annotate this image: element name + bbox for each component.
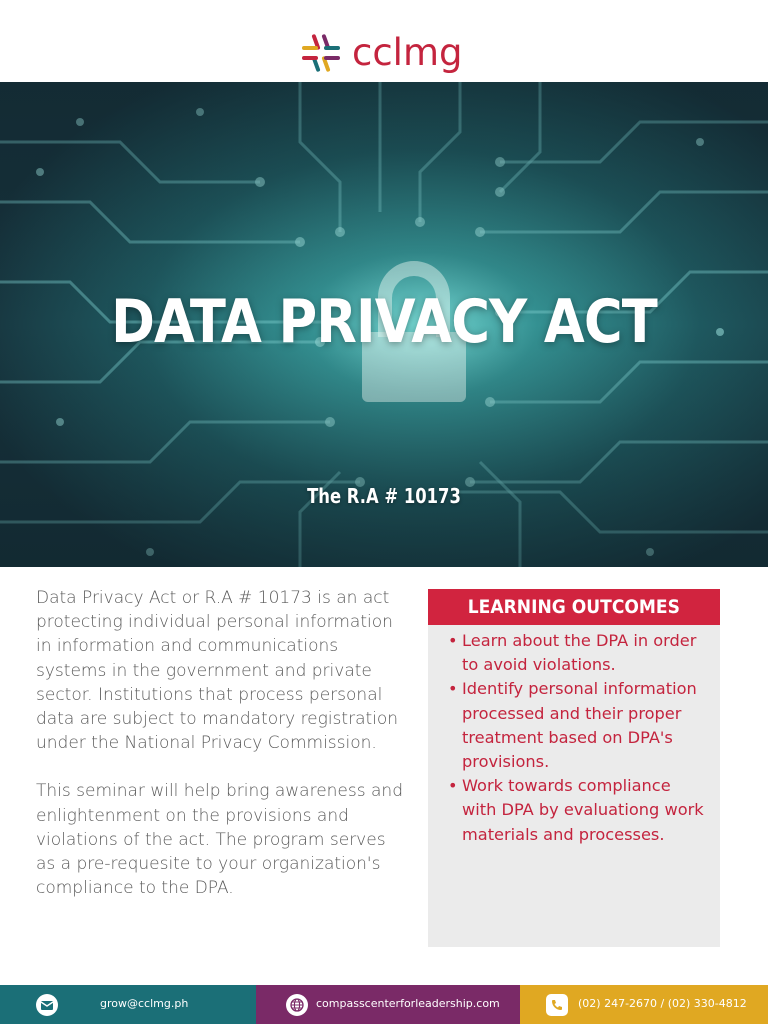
list-item: • Learn about the DPA in order to avoid violations.: [448, 631, 697, 675]
website-link[interactable]: compasscenterforleadership.com: [316, 997, 500, 1010]
learning-outcomes-box: [428, 589, 720, 947]
bullet-icon: •: [448, 679, 458, 699]
phone-link[interactable]: (02) 247-2670 / (02) 330-4812: [578, 997, 747, 1010]
header: [0, 0, 768, 82]
hero-subtitle: The R.A # 10173: [307, 484, 461, 508]
email-icon: [36, 994, 58, 1016]
brand-name: cclmg: [352, 31, 463, 74]
footer-phone-section: [520, 985, 768, 1024]
footer-email-section: [0, 985, 256, 1024]
description-paragraph: This seminar will help bring awareness and enlightenment on the provisions and violations of the act. The program serves as a pre-requesite to your organization's compliance to the DPA.: [36, 781, 403, 899]
outcomes-list: [428, 625, 720, 847]
phone-icon: [546, 994, 568, 1016]
bullet-icon: •: [448, 631, 458, 650]
list-item: • Work towards compliance with DPA by evaluationg work materials and processes.: [448, 776, 704, 844]
brand-logo[interactable]: [300, 32, 463, 74]
footer-website-section: [256, 985, 520, 1024]
bullet-icon: •: [448, 776, 458, 796]
hero-banner: [0, 82, 768, 567]
email-link[interactable]: grow@cclmg.ph: [100, 997, 189, 1010]
hero-title: DATA PRIVACY ACT: [111, 287, 657, 357]
compass-logo-icon: [300, 32, 342, 74]
description-paragraph: Data Privacy Act or R.A # 10173 is an act protecting individual personal information in information and communications systems in the government and private sector. Institutions that process personal data are subject to mandatory registration under the National Privacy Commission.: [36, 588, 399, 754]
description-column: [36, 586, 406, 924]
contact-footer: [0, 985, 768, 1024]
globe-icon: [286, 994, 308, 1016]
learning-outcomes-heading: LEARNING OUTCOMES: [428, 589, 720, 625]
list-item: • Identify personal information processed and their proper treatment based on DPA's provisions.: [448, 679, 697, 772]
